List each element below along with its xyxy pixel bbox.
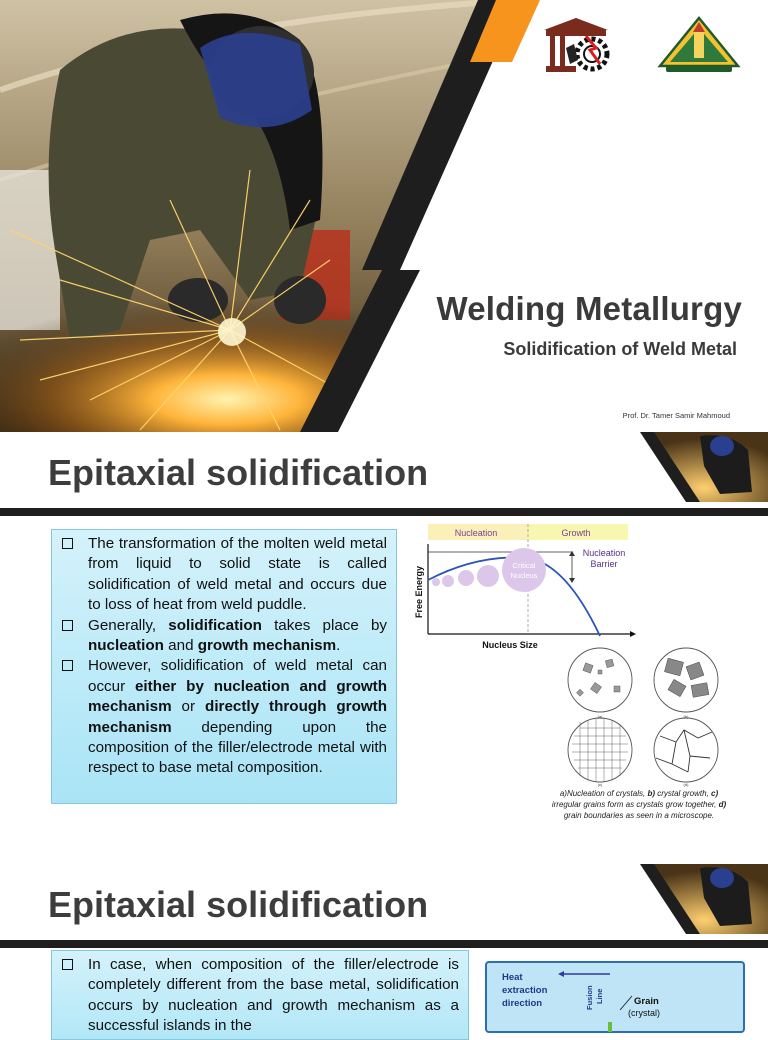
caption-text: crystal growth,	[655, 789, 712, 798]
bullet-text: In case, when composition of the filler/electrode is completely different from the base metal, solidification occurs by nucleation and growth mechanism as a successful islands in the	[88, 956, 459, 1035]
author-name: Prof. Dr. Tamer Samir Mahmoud	[622, 411, 730, 420]
slide-epitaxial-1	[0, 432, 768, 864]
heat-label: Heat	[502, 972, 523, 983]
caption-text: b)	[647, 789, 655, 798]
fusion-label: Fusion	[585, 985, 594, 1010]
growth-header: Growth	[561, 528, 591, 538]
nucleus-bubble	[458, 570, 474, 586]
bullet-text: and	[163, 637, 198, 655]
title-slide	[0, 0, 768, 432]
critical-nucleus-bubble	[502, 548, 546, 592]
extraction-label: extraction	[502, 985, 548, 996]
bold-text: either by nucleation and growth mechanism	[88, 677, 387, 716]
nucleus-bubble	[477, 565, 499, 587]
bold-text: directly through growth mechanism	[88, 698, 387, 736]
nucleation-free-energy-chart	[408, 524, 638, 654]
caption-text: grain boundaries as seen in a microscope.	[563, 811, 715, 820]
grain-circle-a	[568, 648, 632, 712]
heat-extraction-figure	[484, 960, 746, 1030]
caption-text: c)	[711, 789, 719, 798]
bullet-point	[62, 955, 459, 1037]
slide-title: Epitaxial solidification	[48, 452, 429, 493]
caption-text: a)Nucleation of crystals,	[559, 789, 648, 798]
direction-label: direction	[502, 998, 543, 1009]
label-d: (d)	[683, 782, 689, 787]
label-a: (a)	[597, 714, 603, 719]
bold-text: nucleation	[88, 637, 164, 655]
checkbox-bullet-icon	[62, 660, 73, 671]
grain-circle-d	[654, 718, 718, 782]
grain-circle-c	[568, 718, 632, 782]
bold-text: solidification	[168, 616, 262, 634]
checkbox-bullet-icon	[62, 620, 73, 631]
nucleus-bubble	[432, 578, 440, 586]
label-c: (c)	[597, 782, 603, 787]
grain-figure-caption	[548, 788, 730, 821]
bullet-text: depending upon the composition of the filler/electrode metal with respect to base metal composition.	[88, 718, 387, 777]
bullet-text: However, solidification of weld metal can occur	[88, 657, 387, 695]
barrier-label-2: Barrier	[590, 559, 618, 569]
bullet-text: The transformation of the molten weld metal from liquid to solid state is called solidification of weld metal and occurs due to loss of heat from weld puddle.	[88, 535, 387, 614]
text-box	[51, 529, 397, 804]
bold-text: growth mechanism	[197, 637, 337, 655]
welder-grinding-sparks-photo	[0, 0, 768, 432]
text-box	[51, 950, 469, 1040]
bullet-point	[62, 656, 387, 778]
caption-text: d)	[718, 800, 727, 809]
university-logo	[658, 16, 740, 74]
bullet-point	[62, 616, 387, 657]
y-axis-label: Free Energy	[414, 565, 424, 619]
nucleus-label: Nucleus	[510, 571, 538, 580]
critical-label: Critical	[512, 561, 536, 570]
checkbox-bullet-icon	[62, 538, 73, 549]
nucleation-header: Nucleation	[454, 528, 498, 538]
barrier-label-1: Nucleation	[582, 548, 626, 558]
crystal-label: (crystal)	[628, 1008, 660, 1018]
nucleus-bubble	[442, 575, 454, 587]
x-axis-label: Nucleus Size	[482, 640, 538, 650]
caption-text: irregular grains form as crystals grow together,	[551, 800, 719, 809]
grain-circle-b	[654, 648, 718, 712]
slide-epitaxial-2	[0, 864, 768, 1035]
presentation-subtitle: Solidification of Weld Metal	[503, 339, 737, 359]
bullet-text: .	[336, 637, 341, 655]
bullet-point	[62, 534, 387, 616]
bullet-text: or	[171, 698, 206, 716]
label-b: (b)	[683, 714, 689, 719]
bullet-text: Generally,	[88, 616, 169, 634]
grain-formation-diagram	[564, 646, 728, 786]
line-label: Line	[595, 988, 604, 1004]
bullet-text: takes place by	[261, 616, 388, 634]
slide-title: Epitaxial solidification	[48, 884, 429, 925]
faculty-engineering-logo	[540, 16, 614, 76]
grain-label: Grain	[634, 996, 659, 1007]
checkbox-bullet-icon	[62, 959, 73, 970]
presentation-title: Welding Metallurgy	[436, 290, 742, 327]
